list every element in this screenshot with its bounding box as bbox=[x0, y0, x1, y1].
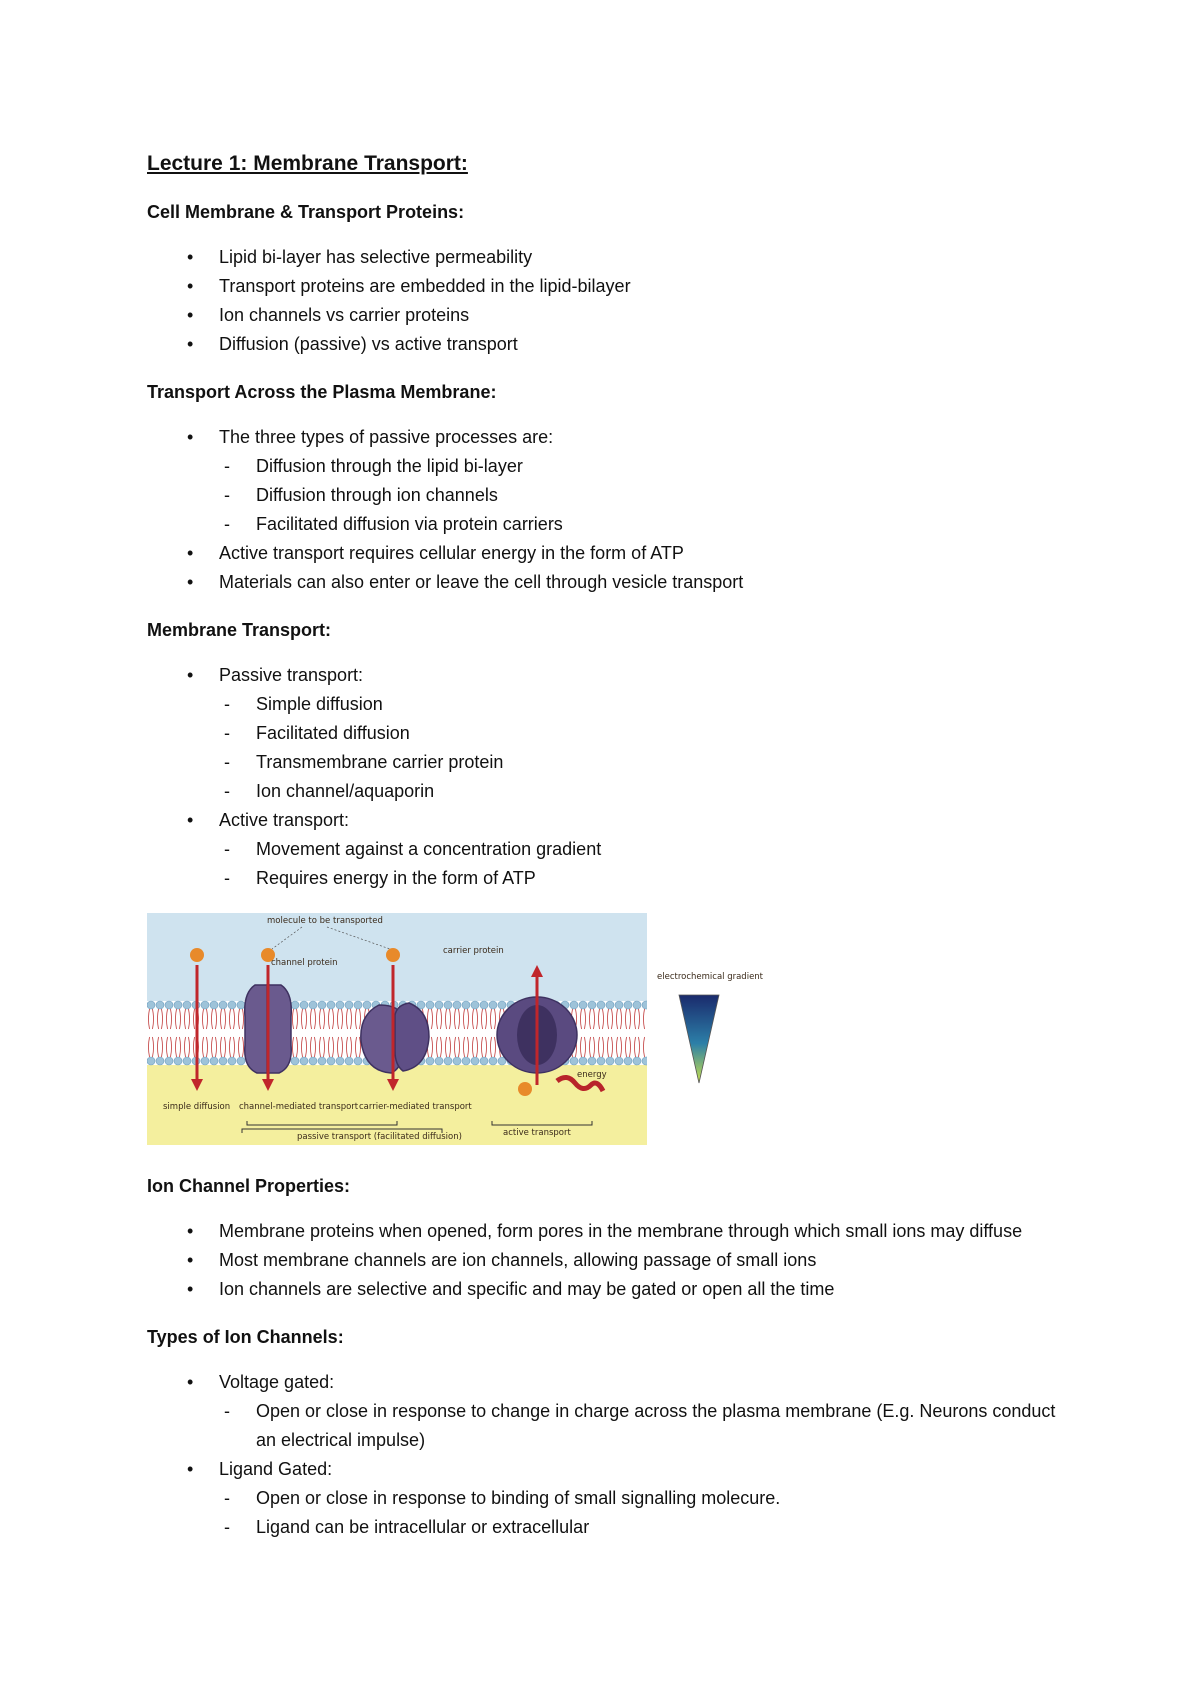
bullet-item bbox=[147, 539, 1067, 568]
lipid-head bbox=[633, 1001, 641, 1009]
bullet-text: The three types of passive processes are: bbox=[219, 427, 554, 447]
lipid-head bbox=[462, 1001, 470, 1009]
label-channel-mediated: channel-mediated transport bbox=[239, 1102, 359, 1112]
sub-item: - Open or close in response to change in charge across the plasma membrane (E.g. Neurons conduct an electrical impulse) bbox=[219, 1397, 1067, 1455]
label-gradient: electrochemical gradient bbox=[657, 972, 764, 982]
lipid-head bbox=[606, 1057, 614, 1065]
lipid-head bbox=[228, 1057, 236, 1065]
section-heading: Transport Across the Plasma Membrane: bbox=[147, 382, 497, 402]
bullet-text: Most membrane channels are ion channels, allowing passage of small ions bbox=[219, 1250, 817, 1270]
lipid-head bbox=[291, 1057, 299, 1065]
bullet-text: Active transport requires cellular energy in the form of ATP bbox=[219, 543, 684, 563]
bullet-text: Materials can also enter or leave the cell through vesicle transport bbox=[219, 572, 744, 592]
lipid-head bbox=[318, 1001, 326, 1009]
gradient-triangle bbox=[679, 995, 719, 1083]
bullet-text: Ligand Gated: bbox=[219, 1459, 333, 1479]
electrochemical-gradient-figure bbox=[657, 971, 767, 1091]
lipid-head bbox=[624, 1001, 632, 1009]
lipid-head bbox=[453, 1057, 461, 1065]
lipid-head bbox=[237, 1057, 245, 1065]
bullet-list bbox=[147, 661, 1067, 893]
lipid-head bbox=[345, 1001, 353, 1009]
bullet-text: Ion channels are selective and specific and may be gated or open all the time bbox=[219, 1279, 835, 1299]
lipid-head bbox=[489, 1001, 497, 1009]
lipid-head bbox=[597, 1001, 605, 1009]
sub-list bbox=[219, 835, 1067, 893]
lipid-head bbox=[435, 1057, 443, 1065]
lipid-head bbox=[579, 1057, 587, 1065]
lipid-head bbox=[615, 1001, 623, 1009]
lipid-head bbox=[165, 1057, 173, 1065]
bullet-item bbox=[147, 1275, 1067, 1304]
section-heading: Ion Channel Properties: bbox=[147, 1176, 351, 1196]
lipid-head bbox=[570, 1001, 578, 1009]
lipid-head bbox=[462, 1057, 470, 1065]
bullet-list bbox=[147, 1368, 1067, 1542]
bullet-text: Ion channels vs carrier proteins bbox=[219, 305, 470, 325]
bullet-text: Voltage gated: bbox=[219, 1372, 335, 1392]
lipid-head bbox=[453, 1001, 461, 1009]
sub-item: - Requires energy in the form of ATP bbox=[219, 864, 1067, 893]
membrane-transport-figure bbox=[147, 913, 787, 1145]
section bbox=[147, 199, 1067, 359]
lipid-head bbox=[426, 1057, 434, 1065]
sub-item: - Open or close in response to binding of small signalling molecure. bbox=[219, 1484, 1067, 1513]
lipid-head bbox=[219, 1001, 227, 1009]
section bbox=[147, 1173, 1067, 1304]
lipid-head bbox=[147, 1057, 155, 1065]
lipid-head bbox=[444, 1001, 452, 1009]
sub-item: - Facilitated diffusion via protein carriers bbox=[219, 510, 1067, 539]
lipid-head bbox=[345, 1057, 353, 1065]
lipid-head bbox=[210, 1057, 218, 1065]
bullet-text: Transport proteins are embedded in the lipid-bilayer bbox=[219, 276, 631, 296]
lipid-head bbox=[174, 1001, 182, 1009]
label-channel-protein: channel protein bbox=[271, 958, 338, 968]
lipid-head bbox=[300, 1001, 308, 1009]
sub-item: - Transmembrane carrier protein bbox=[219, 748, 1067, 777]
lipid-head bbox=[201, 1057, 209, 1065]
lipid-head bbox=[165, 1001, 173, 1009]
bullet-text: Active transport: bbox=[219, 810, 350, 830]
lipid-head bbox=[309, 1057, 317, 1065]
lipid-head bbox=[318, 1057, 326, 1065]
lipid-head bbox=[183, 1057, 191, 1065]
bullet-list bbox=[147, 423, 1067, 597]
lipid-head bbox=[588, 1001, 596, 1009]
section bbox=[147, 617, 1067, 893]
lipid-head bbox=[327, 1057, 335, 1065]
bullet-item bbox=[147, 1246, 1067, 1275]
section-heading: Types of Ion Channels: bbox=[147, 1327, 344, 1347]
bullet-text: Lipid bi-layer has selective permeability bbox=[219, 247, 533, 267]
section-heading: Membrane Transport: bbox=[147, 620, 332, 640]
lipid-head bbox=[489, 1057, 497, 1065]
label-simple-diffusion: simple diffusion bbox=[163, 1102, 231, 1112]
lipid-head bbox=[336, 1001, 344, 1009]
lipid-head bbox=[471, 1057, 479, 1065]
lipid-head bbox=[147, 1001, 155, 1009]
lipid-head bbox=[498, 1001, 506, 1009]
sub-list bbox=[219, 690, 1067, 806]
lipid-head bbox=[219, 1057, 227, 1065]
lipid-head bbox=[426, 1001, 434, 1009]
lecture-title: Lecture 1: Membrane Transport: bbox=[147, 152, 468, 175]
sub-item: - Diffusion through the lipid bi-layer bbox=[219, 452, 1067, 481]
sub-item: - Movement against a concentration gradient bbox=[219, 835, 1067, 864]
label-passive-transport: passive transport (facilitated diffusion) bbox=[297, 1132, 462, 1142]
sub-list bbox=[219, 1484, 1067, 1542]
lipid-head bbox=[237, 1001, 245, 1009]
lipid-head bbox=[642, 1057, 647, 1065]
lipid-head bbox=[201, 1001, 209, 1009]
lipid-head bbox=[300, 1057, 308, 1065]
carrier-protein bbox=[361, 1003, 429, 1073]
lipid-head bbox=[444, 1057, 452, 1065]
lipid-head bbox=[183, 1001, 191, 1009]
lipid-head bbox=[588, 1057, 596, 1065]
bullet-item bbox=[147, 330, 1067, 359]
lipid-head bbox=[291, 1001, 299, 1009]
section bbox=[147, 379, 1067, 597]
lipid-head bbox=[435, 1001, 443, 1009]
sub-list bbox=[219, 1397, 1067, 1455]
sections-container bbox=[147, 199, 1067, 1542]
lipid-head bbox=[624, 1057, 632, 1065]
lipid-head bbox=[615, 1057, 623, 1065]
bullet-item bbox=[147, 661, 1067, 806]
sub-item: - Facilitated diffusion bbox=[219, 719, 1067, 748]
lipid-head bbox=[642, 1001, 647, 1009]
sub-item: - Diffusion through ion channels bbox=[219, 481, 1067, 510]
lipid-head bbox=[174, 1057, 182, 1065]
section-heading: Cell Membrane & Transport Proteins: bbox=[147, 202, 465, 222]
bullet-item bbox=[147, 568, 1067, 597]
lipid-head bbox=[579, 1001, 587, 1009]
bullet-item bbox=[147, 1368, 1067, 1455]
sub-item: - Simple diffusion bbox=[219, 690, 1067, 719]
sub-item: - Ion channel/aquaporin bbox=[219, 777, 1067, 806]
lipid-head bbox=[156, 1001, 164, 1009]
bullet-text: Membrane proteins when opened, form pores in the membrane through which small ions may diffuse bbox=[219, 1221, 1023, 1241]
sub-item: - Ligand can be intracellular or extracellular bbox=[219, 1513, 1067, 1542]
bullet-item bbox=[147, 301, 1067, 330]
bullet-list bbox=[147, 1217, 1067, 1304]
lipid-head bbox=[633, 1057, 641, 1065]
lipid-head bbox=[228, 1001, 236, 1009]
lipid-head bbox=[570, 1057, 578, 1065]
sub-list bbox=[219, 452, 1067, 539]
label-carrier-mediated: carrier-mediated transport bbox=[359, 1102, 472, 1112]
lipid-head bbox=[156, 1057, 164, 1065]
bullet-text: Diffusion (passive) vs active transport bbox=[219, 334, 518, 354]
label-molecule: molecule to be transported bbox=[267, 916, 383, 926]
lipid-head bbox=[354, 1001, 362, 1009]
bullet-item bbox=[147, 1217, 1067, 1246]
lipid-head bbox=[327, 1001, 335, 1009]
bullet-item bbox=[147, 806, 1067, 893]
label-carrier-protein: carrier protein bbox=[443, 946, 504, 956]
label-energy: energy bbox=[577, 1070, 607, 1080]
lipid-head bbox=[480, 1057, 488, 1065]
lipid-head bbox=[309, 1001, 317, 1009]
lipid-head bbox=[210, 1001, 218, 1009]
lipid-head bbox=[480, 1001, 488, 1009]
lipid-head bbox=[363, 1001, 371, 1009]
membrane-transport-diagram bbox=[147, 913, 647, 1145]
lipid-head bbox=[471, 1001, 479, 1009]
bullet-item bbox=[147, 423, 1067, 539]
lipid-head bbox=[597, 1057, 605, 1065]
document-content bbox=[147, 150, 1067, 1562]
bullet-item bbox=[147, 272, 1067, 301]
bullet-item bbox=[147, 243, 1067, 272]
lipid-head bbox=[606, 1001, 614, 1009]
bullet-list bbox=[147, 243, 1067, 359]
bullet-item bbox=[147, 1455, 1067, 1542]
section bbox=[147, 1324, 1067, 1542]
label-active-transport: active transport bbox=[503, 1128, 571, 1138]
lipid-head bbox=[354, 1057, 362, 1065]
bullet-text: Passive transport: bbox=[219, 665, 364, 685]
lipid-head bbox=[336, 1057, 344, 1065]
